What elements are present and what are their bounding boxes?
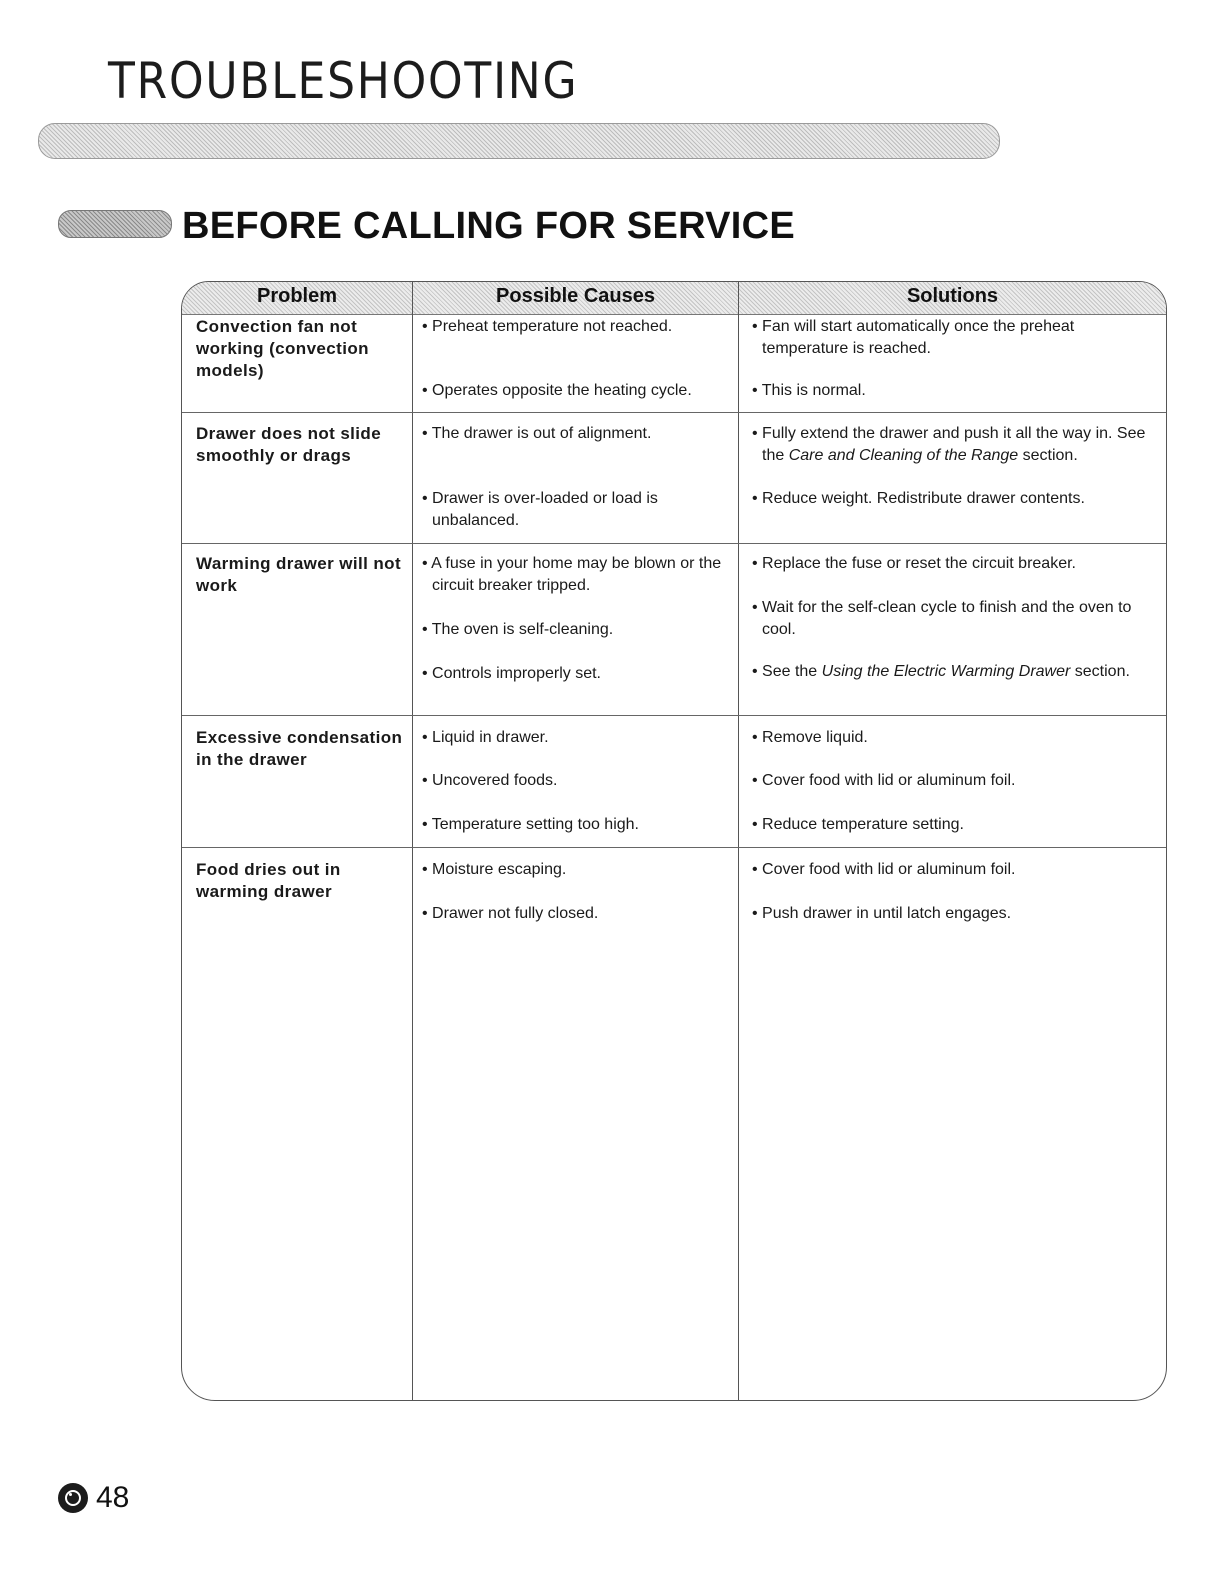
section-title: BEFORE CALLING FOR SERVICE	[182, 205, 796, 247]
cause-item: • Drawer is over-loaded or load is unbalanced.	[422, 490, 658, 529]
solution-item: • Wait for the self-clean cycle to finish and the oven to cool.	[752, 599, 1132, 638]
cause-item: • Preheat temperature not reached.	[422, 318, 673, 335]
solution-item: • Reduce weight. Redistribute drawer contents.	[752, 490, 1085, 507]
header-problem: Problem	[256, 285, 338, 307]
cause-item: • A fuse in your home may be blown or the circuit breaker tripped.	[422, 555, 722, 594]
solution-item: • Replace the fuse or reset the circuit breaker.	[752, 555, 1076, 572]
solution-item: • Cover food with lid or aluminum foil.	[752, 772, 1016, 789]
solution-item: • Cover food with lid or aluminum foil.	[752, 861, 1016, 878]
title-decorative-bar	[38, 123, 1000, 159]
header-solutions: Solutions	[906, 285, 999, 307]
cause-item: • Controls improperly set.	[422, 665, 601, 682]
table-row	[182, 715, 1166, 848]
cause-item: • The oven is self-cleaning.	[422, 621, 614, 638]
cause-item: • Liquid in drawer.	[422, 729, 549, 746]
page-number: 48	[96, 1481, 130, 1514]
table-row	[182, 314, 1166, 413]
table-row	[182, 847, 1166, 1387]
problem-text: Warming drawer will not work	[196, 554, 402, 595]
problem-text: Excessive condensation in the drawer	[196, 728, 403, 769]
problem-text: Food dries out in warming drawer	[196, 860, 341, 901]
table-row	[182, 412, 1166, 544]
table-row	[182, 543, 1166, 716]
lg-logo-icon	[58, 1483, 88, 1513]
header-possible-causes: Possible Causes	[496, 285, 655, 307]
solution-item: • Fully extend the drawer and push it all the way in. See the Care and Cleaning of the Range section.	[752, 425, 1146, 464]
solution-item: • This is normal.	[752, 382, 866, 399]
troubleshooting-table	[181, 281, 1167, 1401]
solution-item: • Remove liquid.	[752, 729, 868, 746]
cause-item: • Drawer not fully closed.	[422, 905, 599, 922]
cause-item: • Temperature setting too high.	[422, 816, 639, 833]
solution-item: • See the Using the Electric Warming Drawer section.	[752, 663, 1130, 680]
page-title: TROUBLESHOOTING	[108, 52, 579, 110]
section-pill-icon	[58, 210, 172, 238]
solution-item: • Fan will start automatically once the preheat temperature is reached.	[752, 318, 1075, 357]
solution-item: • Reduce temperature setting.	[752, 816, 964, 833]
cause-item: • Operates opposite the heating cycle.	[422, 382, 692, 399]
cause-item: • Uncovered foods.	[422, 772, 558, 789]
cause-item: • The drawer is out of alignment.	[422, 425, 652, 442]
solution-item: • Push drawer in until latch engages.	[752, 905, 1012, 922]
problem-text: Convection fan not working (convection models)	[196, 317, 369, 380]
cause-item: • Moisture escaping.	[422, 861, 567, 878]
table-header-row	[182, 282, 1166, 315]
problem-text: Drawer does not slide smoothly or drags	[196, 424, 382, 465]
